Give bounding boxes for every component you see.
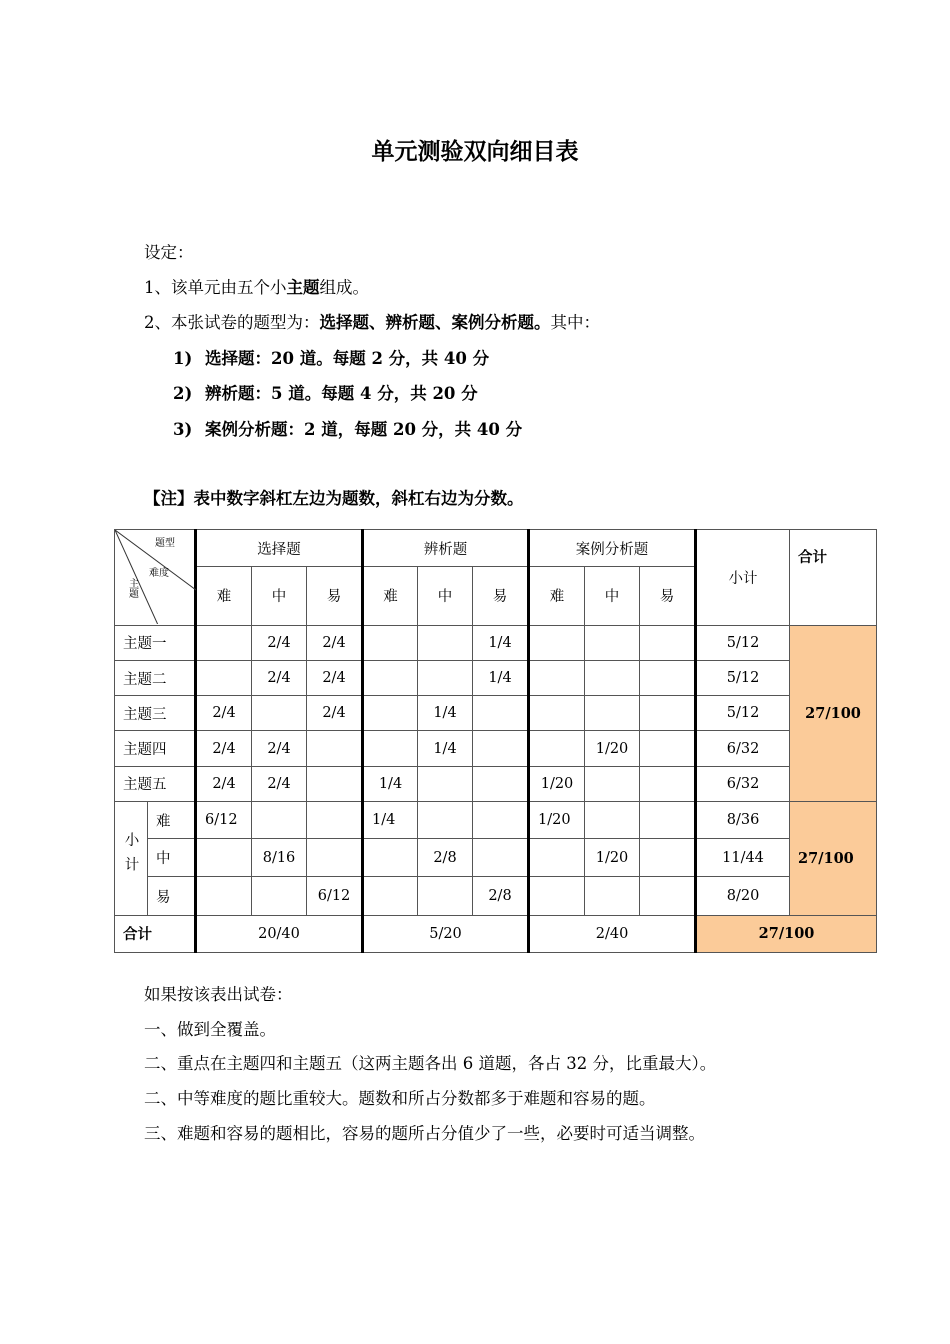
topic-label: 主题一 <box>115 625 196 660</box>
table-cell <box>585 660 640 695</box>
table-cell: 1/4 <box>363 766 418 801</box>
table-row <box>115 660 877 695</box>
table-cell: 1/4 <box>473 660 529 695</box>
table-cell <box>252 801 307 838</box>
topic-label: 主题二 <box>115 660 196 695</box>
row-subtotal: 6/32 <box>696 731 790 766</box>
difficulty-header: 中 <box>252 567 307 625</box>
table-cell <box>363 625 418 660</box>
conclusion-line: 一、做到全覆盖。 <box>144 1020 276 1039</box>
table-cell: 2/8 <box>418 839 473 877</box>
difficulty-header: 中 <box>585 567 640 625</box>
corner-header-cell <box>115 530 196 626</box>
table-cell <box>529 660 585 695</box>
table-cell: 6/12 <box>307 877 363 915</box>
conclusion-heading: 如果按该表出试卷： <box>144 985 293 1004</box>
group-total: 2/40 <box>529 915 696 952</box>
table-cell <box>473 731 529 766</box>
question-type-item: 2) 辨析题：5 道。每题 4 分，共 20 分 <box>173 384 478 403</box>
table-cell: 2/4 <box>252 766 307 801</box>
difficulty-label: 中 <box>148 839 196 877</box>
group-header: 选择题 <box>196 530 363 567</box>
table-cell <box>585 696 640 731</box>
difficulty-total-cell: 27/100 <box>790 801 877 915</box>
table-cell <box>363 877 418 915</box>
table-cell: 1/20 <box>529 801 585 838</box>
table-cell <box>196 660 252 695</box>
table-row <box>115 839 877 877</box>
group-header: 案例分析题 <box>529 530 696 567</box>
difficulty-header: 易 <box>473 567 529 625</box>
difficulty-header: 易 <box>307 567 363 625</box>
table-cell: 1/4 <box>418 731 473 766</box>
table-cell <box>529 839 585 877</box>
table-cell: 2/4 <box>252 660 307 695</box>
table-cell <box>307 766 363 801</box>
table-cell <box>640 839 696 877</box>
table-cell <box>252 877 307 915</box>
table-cell <box>307 839 363 877</box>
difficulty-header: 中 <box>418 567 473 625</box>
row-subtotal: 8/36 <box>696 801 790 838</box>
table-cell: 1/4 <box>473 625 529 660</box>
table-cell <box>640 766 696 801</box>
conclusion-line: 二、重点在主题四和主题五（这两主题各出 6 道题，各占 32 分，比重最大）。 <box>144 1054 717 1073</box>
table-cell <box>529 625 585 660</box>
table-row <box>115 625 877 660</box>
table-cell <box>585 625 640 660</box>
table-row <box>115 801 877 838</box>
table-row <box>115 696 877 731</box>
table-cell: 2/8 <box>473 877 529 915</box>
table-cell <box>252 696 307 731</box>
table-row <box>115 915 877 952</box>
table-row <box>115 766 877 801</box>
difficulty-label: 难 <box>148 801 196 838</box>
table-cell: 2/4 <box>307 660 363 695</box>
table-cell: 2/4 <box>307 625 363 660</box>
table-cell <box>529 731 585 766</box>
table-cell <box>473 766 529 801</box>
table-cell: 8/16 <box>252 839 307 877</box>
table-cell: 1/4 <box>363 801 418 838</box>
table-cell <box>473 696 529 731</box>
question-type-item: 1) 选择题：20 道。每题 2 分，共 40 分 <box>173 349 490 368</box>
table-cell <box>640 731 696 766</box>
topic-total-cell: 27/100 <box>790 625 877 801</box>
table-cell <box>418 625 473 660</box>
table-row <box>115 731 877 766</box>
total-header: 合计 <box>790 530 877 626</box>
table-cell <box>307 801 363 838</box>
table-cell: 2/4 <box>252 731 307 766</box>
difficulty-header: 易 <box>640 567 696 625</box>
table-cell <box>196 839 252 877</box>
table-cell: 2/4 <box>196 731 252 766</box>
row-subtotal: 8/20 <box>696 877 790 915</box>
table-cell <box>640 696 696 731</box>
table-cell <box>529 696 585 731</box>
table-cell <box>585 801 640 838</box>
table-cell <box>418 766 473 801</box>
table-cell: 2/4 <box>196 766 252 801</box>
topic-label: 主题三 <box>115 696 196 731</box>
table-cell <box>418 877 473 915</box>
table-cell <box>529 877 585 915</box>
table-cell <box>196 625 252 660</box>
table-cell <box>307 731 363 766</box>
table-cell <box>196 877 252 915</box>
difficulty-header: 难 <box>529 567 585 625</box>
row-subtotal: 6/32 <box>696 766 790 801</box>
settings-line-1: 1、该单元由五个小主题组成。 <box>144 278 369 297</box>
table-cell <box>473 801 529 838</box>
table-cell <box>585 877 640 915</box>
difficulty-header: 难 <box>196 567 252 625</box>
table-cell: 2/4 <box>252 625 307 660</box>
page-title: 单元测验双向细目表 <box>371 139 579 165</box>
table-cell <box>640 660 696 695</box>
table-cell: 1/20 <box>529 766 585 801</box>
group-total: 20/40 <box>196 915 363 952</box>
row-subtotal: 5/12 <box>696 696 790 731</box>
group-total: 5/20 <box>363 915 529 952</box>
table-cell: 1/4 <box>418 696 473 731</box>
subtotal-header: 小计 <box>696 530 790 626</box>
two-way-specification-table <box>114 529 877 953</box>
table-cell: 2/4 <box>307 696 363 731</box>
table-row <box>115 877 877 915</box>
table-cell <box>363 731 418 766</box>
table-cell <box>640 877 696 915</box>
grand-total-label: 合计 <box>115 915 196 952</box>
corner-topic-label: 主题 <box>129 579 139 600</box>
table-cell: 1/20 <box>585 839 640 877</box>
corner-difficulty-label: 难度 <box>149 568 169 579</box>
conclusion-line: 二、中等难度的题比重较大。题数和所占分数都多于难题和容易的题。 <box>144 1089 656 1108</box>
row-subtotal: 11/44 <box>696 839 790 877</box>
table-cell: 1/20 <box>585 731 640 766</box>
difficulty-header: 难 <box>363 567 418 625</box>
table-cell <box>363 839 418 877</box>
grand-total-cell: 27/100 <box>696 915 877 952</box>
topic-label: 主题四 <box>115 731 196 766</box>
difficulty-label: 易 <box>148 877 196 915</box>
row-subtotal: 5/12 <box>696 625 790 660</box>
table-cell <box>640 801 696 838</box>
table-note: 【注】表中数字斜杠左边为题数，斜杠右边为分数。 <box>144 489 524 508</box>
table-cell <box>418 660 473 695</box>
group-header: 辨析题 <box>363 530 529 567</box>
table-cell: 6/12 <box>196 801 252 838</box>
question-type-item: 3) 案例分析题：2 道，每题 20 分，共 40 分 <box>173 420 523 439</box>
table-cell <box>418 801 473 838</box>
table-cell <box>363 696 418 731</box>
topic-label: 主题五 <box>115 766 196 801</box>
corner-type-label: 题型 <box>155 538 175 549</box>
settings-heading: 设定： <box>144 243 194 262</box>
subtotal-block-label: 小计 <box>115 801 148 915</box>
table-cell <box>363 660 418 695</box>
row-subtotal: 5/12 <box>696 660 790 695</box>
table-cell <box>473 839 529 877</box>
settings-line-2: 2、本张试卷的题型为：选择题、辨析题、案例分析题。其中： <box>144 313 600 332</box>
conclusion-line: 三、难题和容易的题相比，容易的题所占分值少了一些，必要时可适当调整。 <box>144 1124 705 1143</box>
table-cell <box>640 625 696 660</box>
table-cell: 2/4 <box>196 696 252 731</box>
table-cell <box>585 766 640 801</box>
